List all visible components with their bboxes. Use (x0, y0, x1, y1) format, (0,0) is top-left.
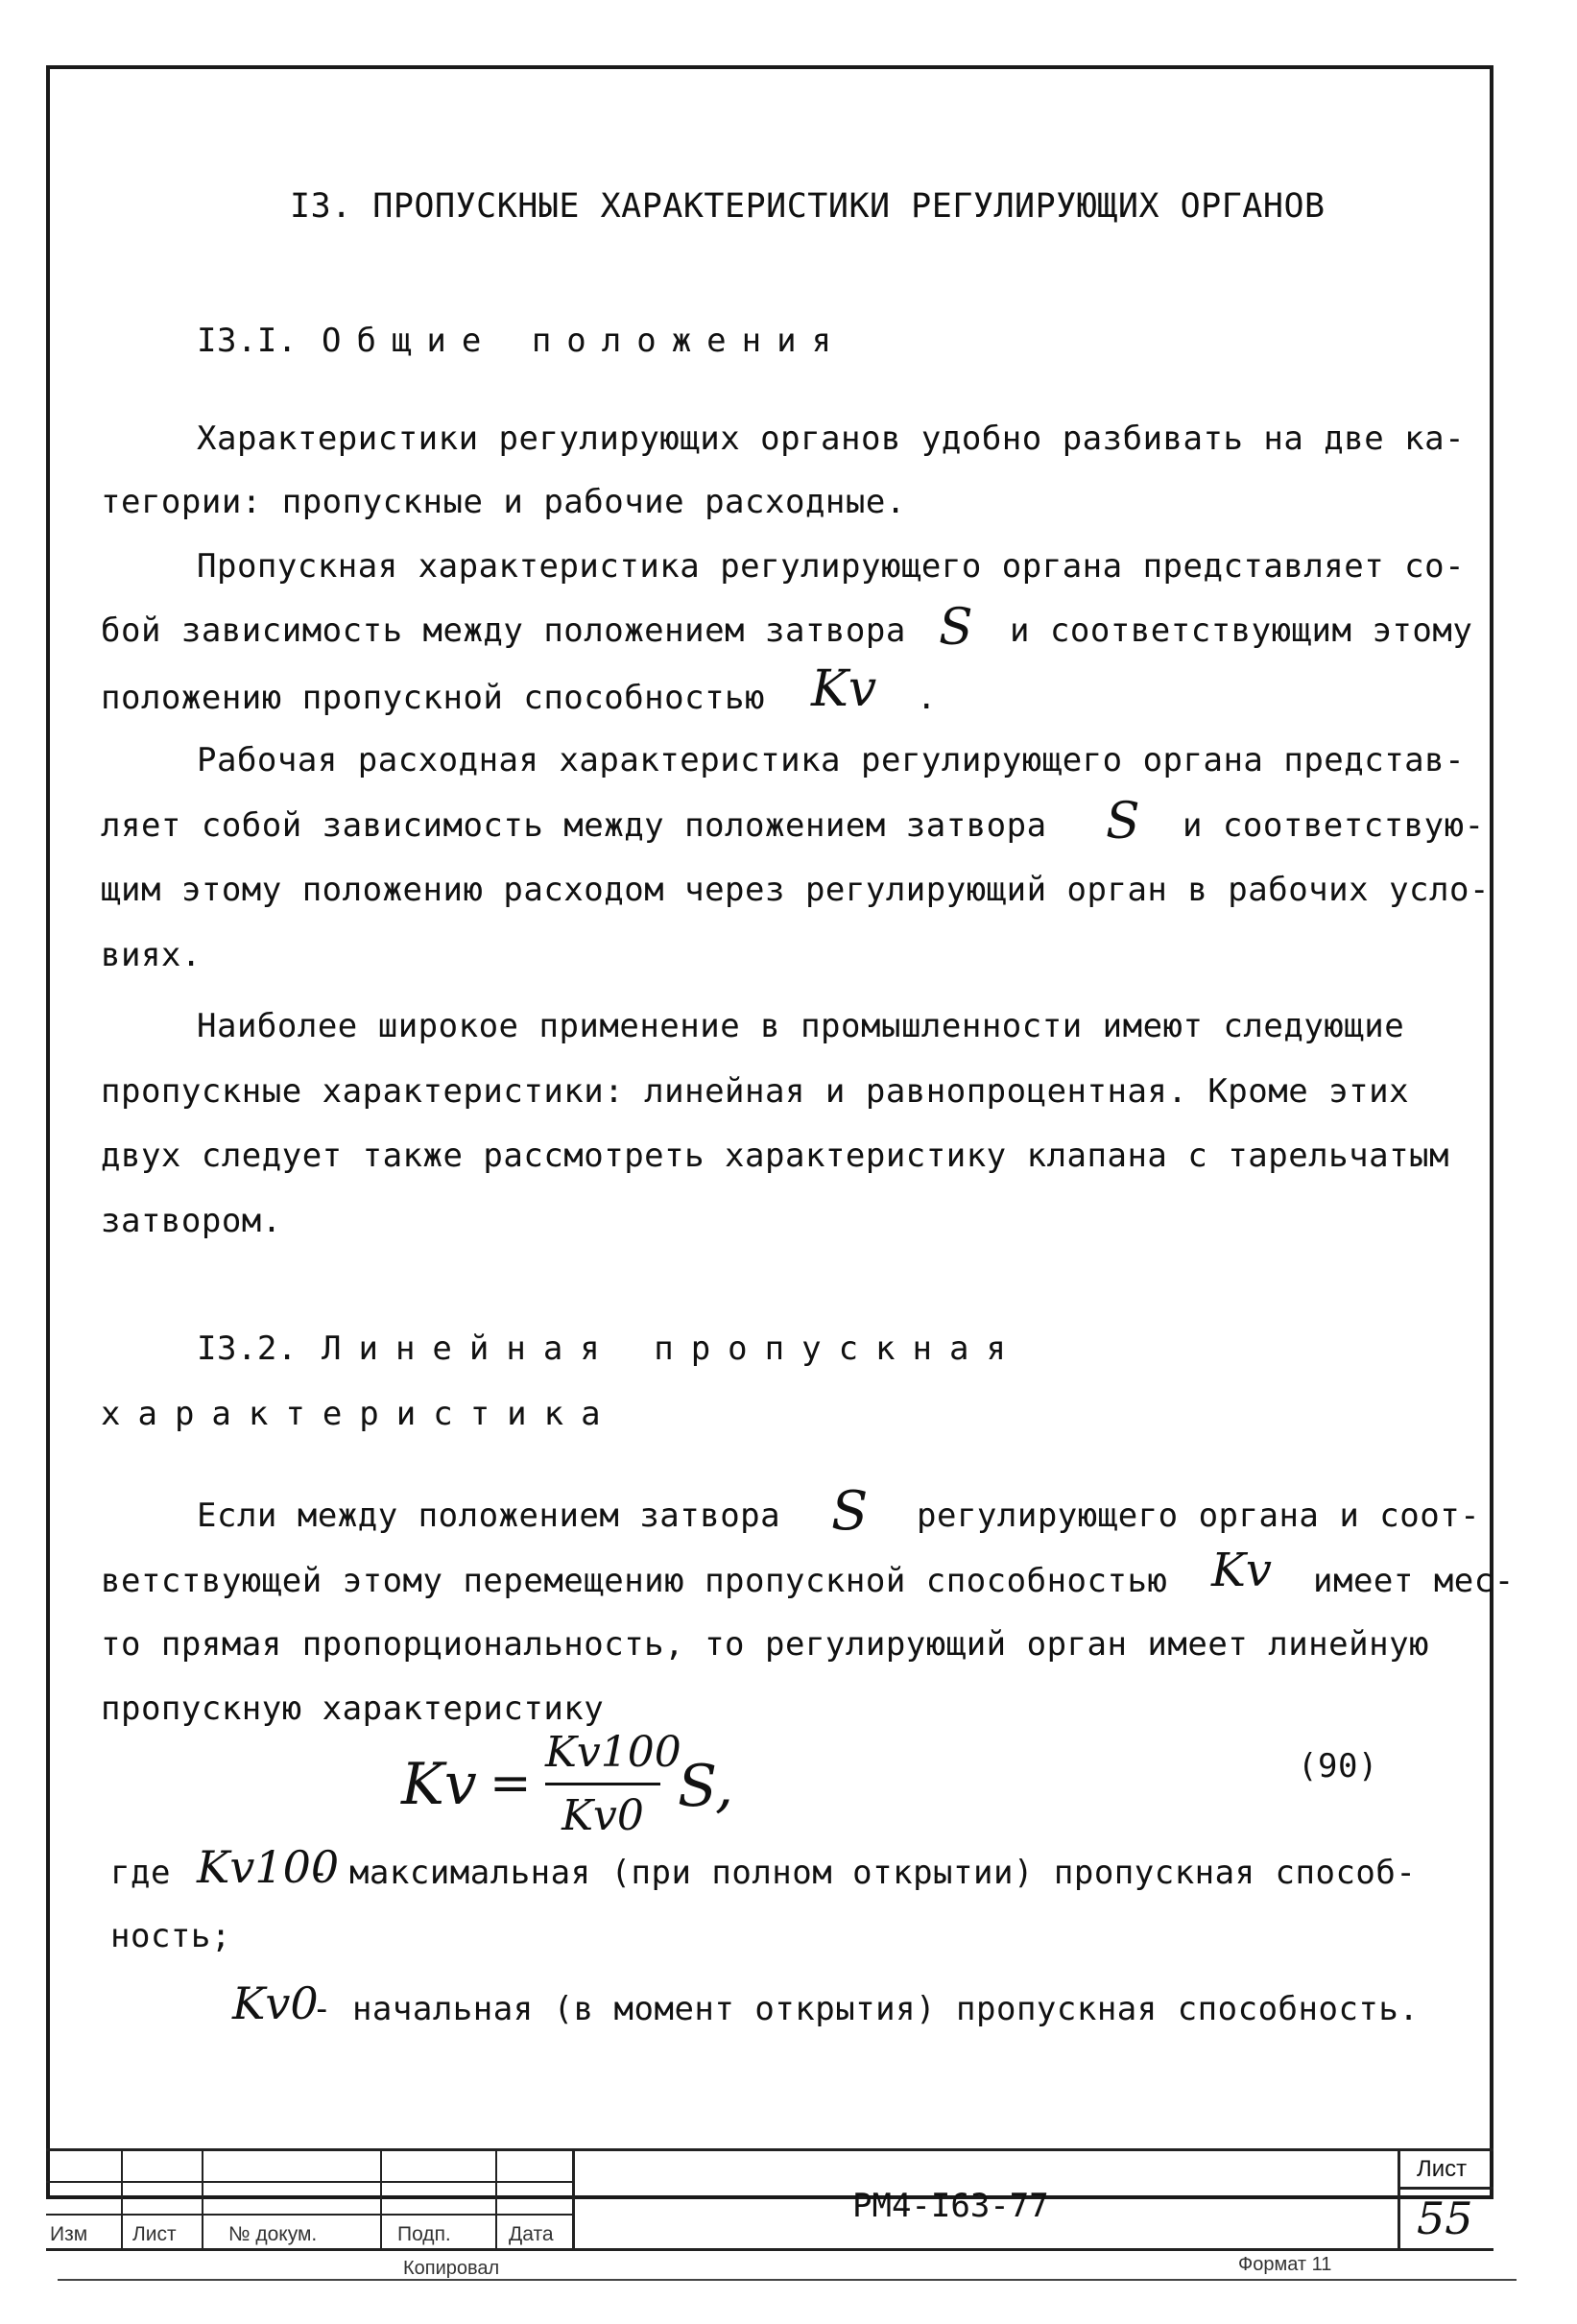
paragraph-line: Если между положением затвора (197, 1497, 781, 1535)
paragraph-line: бой зависимость между положением затвора (101, 611, 906, 650)
paragraph-line: виях. (101, 936, 202, 974)
divider (58, 2279, 1517, 2281)
paragraph-line: Рабочая расходная характеристика регулирующего органа представ- (197, 741, 1466, 779)
paragraph-line: щим этому положению расходом через регулирующий орган в рабочих усло- (101, 871, 1490, 909)
divider (46, 2181, 572, 2183)
paragraph-line: двух следует также рассмотреть характеристику клапана с тарельчатым (101, 1137, 1449, 1175)
paragraph-line: . (917, 679, 937, 717)
paragraph-line: регулирующего органа и соот- (917, 1497, 1481, 1535)
divider (380, 2148, 382, 2250)
paragraph-line: пропускные характеристики: линейная и равнопроцентная. Кроме этих (101, 1072, 1410, 1111)
subsection-heading: Линейная пропускная (322, 1330, 1023, 1368)
formula-denominator: Kv0 (562, 1791, 644, 1840)
symbol-kv0: Kv0 (232, 1977, 319, 2029)
divider (46, 2148, 1493, 2151)
symbol-s: S (939, 599, 973, 657)
definition-line: - максимальная (при полном открытии) пропускная способ- (309, 1854, 1417, 1892)
divider (1398, 2187, 1493, 2190)
where-label: где (110, 1854, 171, 1892)
definition-line: - начальная (в момент открытия) пропускная способность. (312, 1990, 1420, 2028)
divider (495, 2148, 497, 2250)
paragraph-line: то прямая пропорциональность, то регулирующий орган имеет линейную (101, 1625, 1430, 1664)
divider (572, 2148, 575, 2250)
section-title: I3. ПРОПУСКНЫЕ ХАРАКТЕРИСТИКИ РЕГУЛИРУЮЩИХ ОРГАНОВ (290, 187, 1326, 226)
symbol-kv100: Kv100 (197, 1841, 340, 1893)
formula-lhs: Kv (401, 1751, 477, 1818)
document-code: РМ4-I63-77 (852, 2187, 1049, 2225)
paragraph-line: Пропускная характеристика регулирующего органа представляет со- (197, 547, 1466, 586)
paragraph-line: ляет собой зависимость между положением затвора (101, 806, 1047, 845)
divider (46, 2248, 1493, 2251)
symbol-s: S (831, 1480, 869, 1543)
paragraph-line: Характеристики регулирующих органов удобно разбивать на две ка- (197, 419, 1466, 458)
col-label: Дата (509, 2223, 554, 2245)
symbol-kv: Kv (811, 660, 877, 718)
subsection-heading: Общие положения (322, 322, 848, 360)
divider (121, 2148, 123, 2250)
subsection-number: I3.I. (197, 322, 298, 360)
formula-rhs: S, (678, 1753, 734, 1820)
title-block (46, 2148, 1493, 2250)
col-label: Подп. (397, 2223, 451, 2245)
symbol-s: S (1106, 793, 1140, 851)
copied-by: Копировал (403, 2258, 500, 2279)
formula-90 (401, 1728, 785, 1853)
format-label: Формат 11 (1238, 2254, 1332, 2275)
formula-equals: = (490, 1755, 532, 1812)
col-label: Лист (132, 2223, 177, 2245)
paragraph-line: тегории: пропускные и рабочие расходные. (101, 483, 906, 521)
paragraph-line: и соответствую- (1183, 806, 1485, 845)
sheet-number: 55 (1417, 2192, 1473, 2244)
subsection-heading: характеристика (101, 1395, 618, 1433)
fraction-bar (545, 1783, 660, 1785)
paragraph-line: пропускную характеристику (101, 1689, 605, 1728)
paragraph-line: имеет мес- (1313, 1562, 1515, 1600)
paragraph-line: Наиболее широкое применение в промышленности имеют следующие (197, 1007, 1405, 1045)
definition-line: ность; (110, 1917, 231, 1955)
formula-numerator: Kv100 (545, 1728, 681, 1777)
col-label: Изм (50, 2223, 88, 2245)
divider (202, 2148, 203, 2250)
symbol-kv: Kv (1211, 1544, 1272, 1597)
col-label: № докум. (228, 2223, 318, 2245)
paragraph-line: затвором. (101, 1202, 282, 1240)
divider (1398, 2148, 1400, 2250)
paragraph-line: и соответствующим этому (1010, 611, 1473, 650)
formula-fraction (545, 1728, 681, 1840)
formula-number: (90) (1298, 1747, 1378, 1785)
divider (46, 2214, 572, 2216)
paragraph-line: ветствующей этому перемещению пропускной способностью (101, 1562, 1168, 1600)
paragraph-line: положению пропускной способностью (101, 679, 766, 717)
sheet-label: Лист (1417, 2156, 1468, 2182)
subsection-number: I3.2. (197, 1330, 298, 1368)
